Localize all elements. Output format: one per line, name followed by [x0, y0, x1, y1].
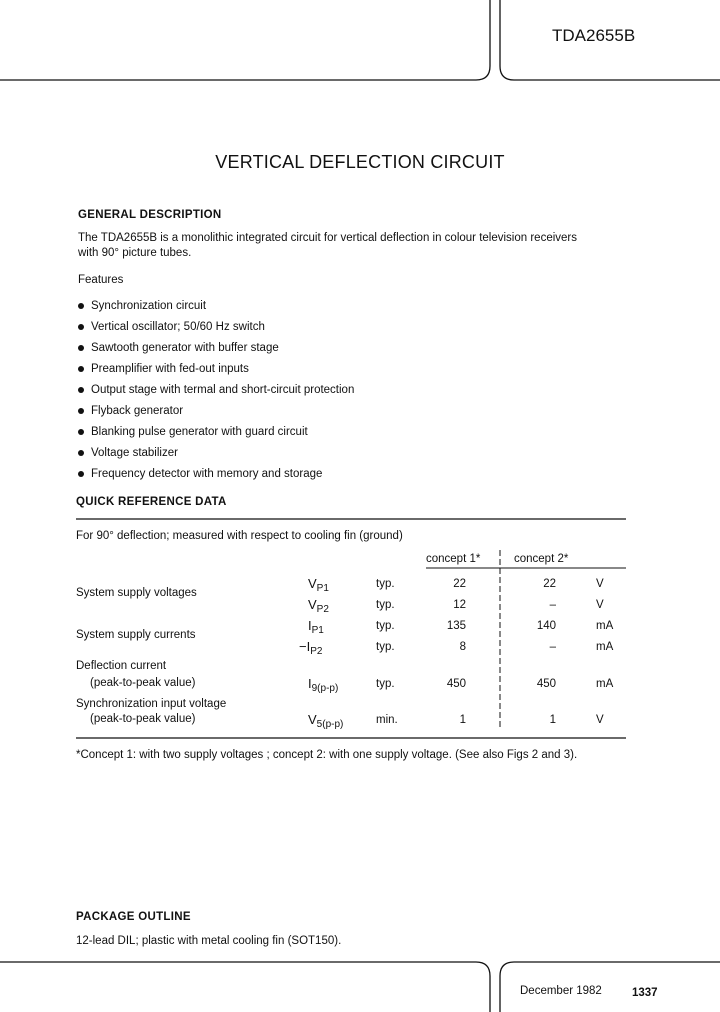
header-rule	[0, 0, 490, 80]
unit: mA	[596, 641, 614, 653]
concept-2-value: 1	[549, 714, 556, 726]
symbol: $V_{P1}$	[308, 576, 329, 594]
feature-item: Blanking pulse generator with guard circuit	[78, 422, 354, 443]
qualifier: typ.	[376, 620, 395, 632]
qualifier: typ.	[376, 678, 395, 690]
column-header-concept-2: concept 2*	[514, 553, 569, 565]
concept-1-value: 1	[459, 714, 466, 726]
symbol: $I_{P1}$	[308, 618, 324, 636]
qualifier: typ.	[376, 599, 395, 611]
qualifier: typ.	[376, 641, 395, 653]
feature-item: Flyback generator	[78, 401, 354, 422]
general-description-line-2: with 90° picture tubes.	[78, 247, 192, 259]
footer-rule	[0, 962, 490, 1012]
concept-2-value: 140	[536, 620, 556, 632]
feature-item: Preamplifier with fed-out inputs	[78, 359, 354, 380]
page-number: 1337	[632, 987, 658, 999]
label-deflection-current: Deflection current	[76, 660, 167, 672]
part-number: TDA2655B	[552, 26, 636, 45]
feature-item: Output stage with termal and short-circuit protection	[78, 380, 354, 401]
column-header-concept-1: concept 1*	[426, 553, 481, 565]
unit: V	[596, 714, 604, 726]
concept-1-value: 135	[446, 620, 466, 632]
feature-item: Frequency detector with memory and storage	[78, 464, 354, 485]
concept-2-value: 450	[536, 678, 556, 690]
qualifier: min.	[376, 714, 398, 726]
quick-reference-heading: QUICK REFERENCE DATA	[76, 496, 227, 508]
symbol: $-I_{P2}$	[299, 639, 323, 657]
unit: mA	[596, 620, 614, 632]
symbol: $V_{P2}$	[308, 597, 329, 615]
concept-1-value: 450	[446, 678, 466, 690]
label-supply-voltages: System supply voltages	[76, 587, 197, 599]
label-deflection-note: (peak-to-peak value)	[90, 677, 196, 689]
concept-1-value: 12	[453, 599, 466, 611]
feature-item: Synchronization circuit	[78, 296, 354, 317]
label-sync-voltage: Synchronization input voltage	[76, 698, 227, 710]
concept-1-value: 22	[453, 578, 466, 590]
features-list	[78, 296, 354, 485]
general-description-heading: GENERAL DESCRIPTION	[78, 209, 222, 221]
feature-item: Voltage stabilizer	[78, 443, 354, 464]
features-heading: Features	[78, 274, 124, 286]
concept-2-value: 22	[543, 578, 556, 590]
label-sync-note: (peak-to-peak value)	[90, 713, 196, 725]
symbol: $I_{9(p-p)}$	[308, 676, 339, 694]
concept-2-value: –	[549, 599, 556, 611]
page-title: VERTICAL DEFLECTION CIRCUIT	[215, 152, 505, 172]
qrd-condition: For 90° deflection; measured with respect to cooling fin (ground)	[76, 530, 403, 542]
symbol: $V_{5(p-p)}$	[308, 712, 344, 730]
concept-1-value: 8	[459, 641, 466, 653]
qrd-footnote: *Concept 1: with two supply voltages ; concept 2: with one supply voltage. (See also Figs 2 and 3).	[76, 749, 578, 761]
package-outline-heading: PACKAGE OUTLINE	[76, 911, 191, 923]
feature-item: Vertical oscillator; 50/60 Hz switch	[78, 317, 354, 338]
general-description-line-1: The TDA2655B is a monolithic integrated circuit for vertical deflection in colour television receivers	[78, 232, 577, 244]
feature-item: Sawtooth generator with buffer stage	[78, 338, 354, 359]
label-supply-currents: System supply currents	[76, 629, 196, 641]
unit: V	[596, 578, 604, 590]
footer-date: December 1982	[520, 985, 602, 997]
package-outline-text: 12-lead DIL; plastic with metal cooling fin (SOT150).	[76, 935, 342, 947]
unit: mA	[596, 678, 614, 690]
unit: V	[596, 599, 604, 611]
qualifier: typ.	[376, 578, 395, 590]
concept-2-value: –	[549, 641, 556, 653]
